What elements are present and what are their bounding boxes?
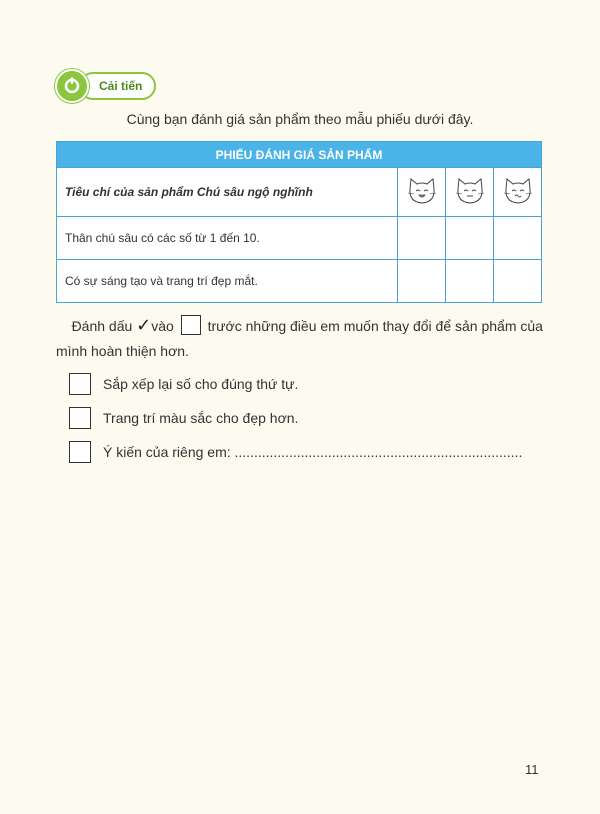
unsure-cat-face-icon bbox=[494, 168, 542, 217]
instruction-part2: vào bbox=[151, 318, 174, 334]
table-title: PHIẾU ĐÁNH GIÁ SẢN PHẨM bbox=[57, 142, 542, 168]
instruction-part1: Đánh dấu bbox=[71, 318, 133, 334]
criteria-header: Tiêu chí của sản phẩm Chú sâu ngộ nghĩnh bbox=[57, 168, 398, 217]
evaluation-table bbox=[56, 141, 542, 303]
section-badge bbox=[55, 69, 156, 103]
option-label: Trang trí màu sắc cho đẹp hơn. bbox=[103, 410, 299, 426]
rating-cell[interactable] bbox=[494, 217, 542, 260]
rating-cell[interactable] bbox=[398, 260, 446, 303]
badge-label: Cải tiến bbox=[79, 72, 156, 100]
option-label: Ý kiến của riêng em: .......................................................................... bbox=[103, 444, 523, 460]
options-list bbox=[69, 367, 549, 469]
rating-cell[interactable] bbox=[446, 260, 494, 303]
option-checkbox[interactable] bbox=[69, 441, 91, 463]
rating-cell[interactable] bbox=[446, 217, 494, 260]
happy-cat-face-icon bbox=[398, 168, 446, 217]
gear-arrow-icon bbox=[55, 69, 89, 103]
list-item bbox=[69, 367, 549, 401]
option-checkbox[interactable] bbox=[69, 373, 91, 395]
intro-text: Cùng bạn đánh giá sản phẩm theo mẫu phiếu dưới đây. bbox=[126, 111, 474, 127]
criterion-text: Có sự sáng tạo và trang trí đẹp mắt. bbox=[57, 260, 398, 303]
checkbox-sample-icon bbox=[181, 315, 201, 335]
instruction-text bbox=[56, 313, 546, 364]
list-item bbox=[69, 401, 549, 435]
table-row bbox=[57, 260, 542, 303]
criterion-text: Thân chú sâu có các số từ 1 đến 10. bbox=[57, 217, 398, 260]
page-number: 11 bbox=[525, 762, 539, 777]
list-item bbox=[69, 435, 549, 469]
instruction-part3: trước những điều em muốn thay đổi để sản phẩm của mình hoàn thiện hơn. bbox=[56, 318, 543, 359]
option-checkbox[interactable] bbox=[69, 407, 91, 429]
neutral-cat-face-icon bbox=[446, 168, 494, 217]
rating-cell[interactable] bbox=[494, 260, 542, 303]
rating-cell[interactable] bbox=[398, 217, 446, 260]
checkmark-icon: ✓ bbox=[136, 315, 152, 335]
table-row bbox=[57, 217, 542, 260]
option-label: Sắp xếp lại số cho đúng thứ tự. bbox=[103, 376, 299, 392]
